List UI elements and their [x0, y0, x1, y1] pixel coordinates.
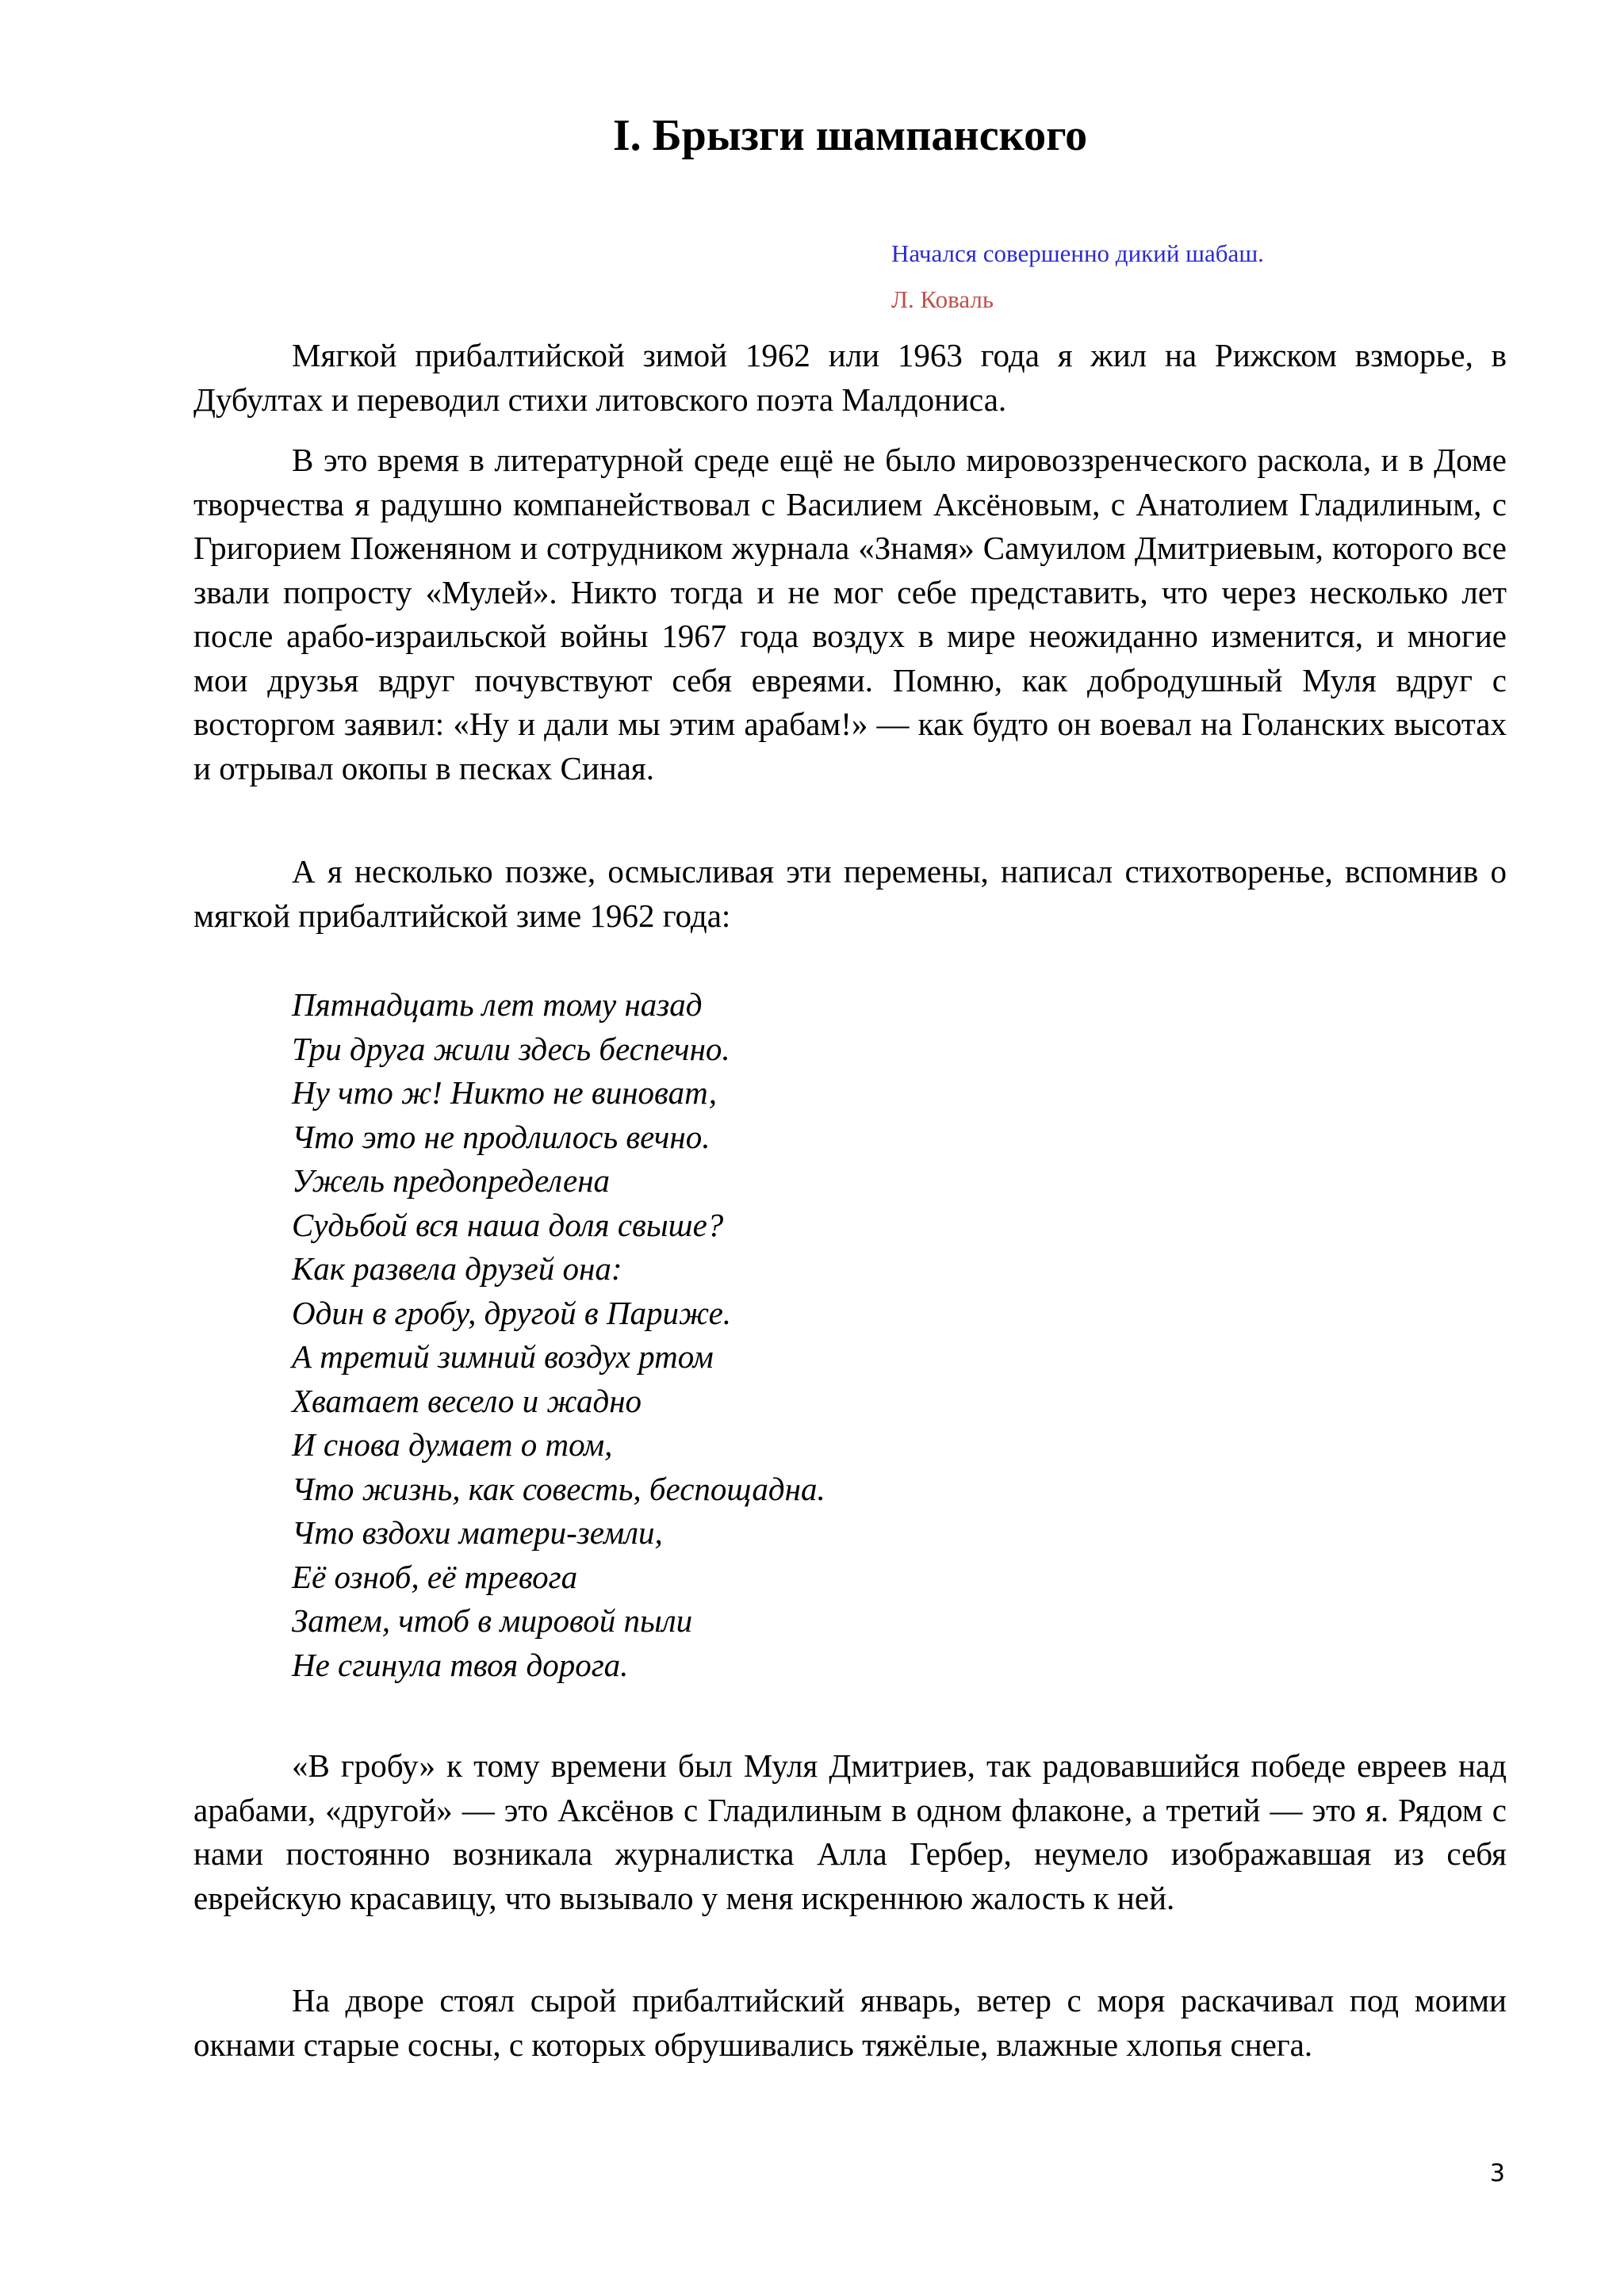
paragraph-4	[193, 1744, 1507, 1920]
paragraph-2	[193, 438, 1507, 790]
poem-line: Три друга жили здесь беспечно.	[292, 1030, 730, 1067]
poem-line: Судьбой вся наша доля свыше?	[292, 1206, 724, 1243]
poem-line: Её озноб, её тревога	[292, 1558, 578, 1595]
paragraph-1	[193, 334, 1507, 422]
epigraph	[891, 238, 1462, 316]
paragraph-text: А я несколько позже, осмысливая эти перемены, написал стихотворенье, вспомнив о мягкой прибалтийской зиме 1962 года:	[193, 853, 1507, 934]
page-number: 3	[1489, 2160, 1505, 2187]
poem-line: Как развела друзей она:	[292, 1250, 622, 1287]
paragraph-5	[193, 1979, 1507, 2067]
poem-line: А третий зимний воздух ртом	[292, 1338, 714, 1375]
paragraph-text: «В гробу» к тому времени был Муля Дмитриев, так радовавшийся победе евреев над арабами, «другой» — это Аксёнов с Гладилиным в одном флаконе, а третий — это я. Рядом с нами постоянно возникала журналистка Алла Гербер, неумело изображавшая из себя еврейскую красавицу, что вызывало у меня искреннюю жалость к ней.	[193, 1747, 1507, 1916]
paragraph-text: В это время в литературной среде ещё не было мировоззренческого раскола, и в Доме творчества я радушно компанействовал с Василием Аксёновым, с Анатолием Гладилиным, с Григорием Поженяном и сотрудником журнала «Знамя» Самуилом Дмитриевым, которого все звали попросту «Мулей». Никто тогда и не мог себе представить, что через несколько лет после арабо-израильской войны 1967 года воздух в мире неожиданно изменится, и многие мои друзья вдруг почувствуют себя евреями. Помню, как добродушный Муля вдруг с восторгом заявил: «Ну и дали мы этим арабам!» — как будто он воевал на Голанских высотах и отрывал окопы в песках Синая.	[193, 442, 1507, 786]
chapter-title: I. Брызги шампанского	[612, 111, 1088, 160]
paragraph-3	[193, 850, 1507, 938]
paragraph-text: На дворе стоял сырой прибалтийский январь, ветер с моря раскачивал под моими окнами старые сосны, с которых обрушивались тяжёлые, влажные хлопья снега.	[193, 1982, 1507, 2063]
poem-line: Хватает весело и жадно	[292, 1382, 642, 1419]
poem-line: Ну что ж! Никто не виноват,	[292, 1074, 717, 1111]
poem-line: Что это не продлилось вечно.	[292, 1118, 710, 1155]
poem-line: Что жизнь, как совесть, беспощадна.	[292, 1470, 825, 1507]
poem-line: Затем, чтоб в мировой пыли	[292, 1602, 693, 1639]
epigraph-author: Л. Коваль	[891, 285, 994, 313]
poem-line: Что вздохи матери-земли,	[292, 1514, 663, 1551]
poem-line: И снова думает о том,	[292, 1426, 613, 1463]
poem-line: Не сгинула твоя дорога.	[292, 1646, 629, 1683]
poem-line: Один в гробу, другой в Париже.	[292, 1294, 732, 1331]
paragraph-text: Мягкой прибалтийской зимой 1962 или 1963 года я жил на Рижском взморье, в Дубултах и переводил стихи литовского поэта Малдониса.	[193, 337, 1507, 418]
poem	[292, 983, 825, 1687]
poem-line: Ужель предопределена	[292, 1162, 611, 1199]
epigraph-quote: Начался совершенно дикий шабаш.	[891, 239, 1264, 267]
poem-line: Пятнадцать лет тому назад	[292, 986, 703, 1023]
